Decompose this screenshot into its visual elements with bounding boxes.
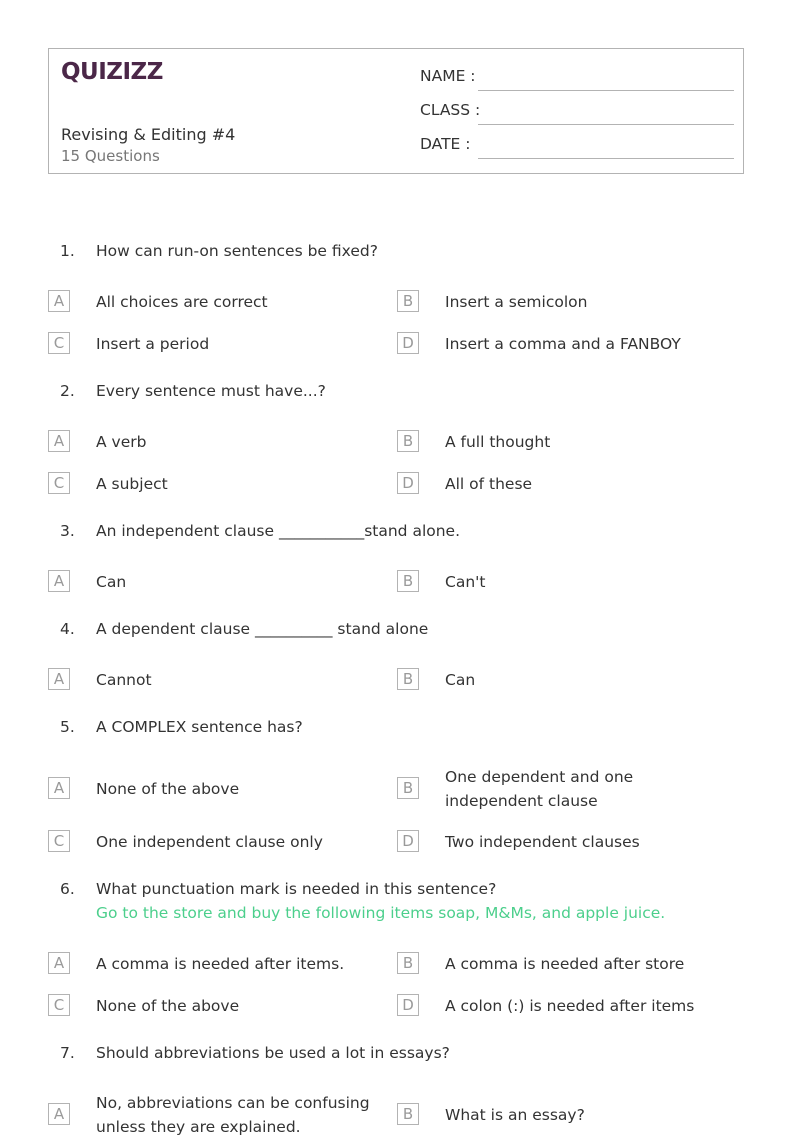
option-text: None of the above: [96, 997, 240, 1015]
option-letter: B: [397, 290, 419, 312]
date-field[interactable]: [420, 135, 734, 159]
name-line: [478, 89, 734, 91]
option-letter: C: [48, 332, 70, 354]
option-text: One dependent and one independent clause: [445, 768, 634, 810]
question-text: What punctuation mark is needed in this sentence?: [96, 880, 497, 898]
question-text: Should abbreviations be used a lot in essays?: [96, 1044, 450, 1062]
option-letter: A: [48, 668, 70, 690]
option-letter: D: [397, 472, 419, 494]
option-letter: B: [397, 668, 419, 690]
option-text: What is an essay?: [445, 1106, 585, 1124]
option-letter: D: [397, 994, 419, 1016]
question-number: 6.: [60, 880, 75, 898]
class-line: [478, 123, 734, 125]
question-sentence: Go to the store and buy the following items soap, M&Ms, and apple juice.: [96, 904, 666, 922]
option-text: A comma is needed after items.: [96, 955, 345, 973]
question-text: Every sentence must have...?: [96, 382, 326, 400]
option-text: A comma is needed after store: [445, 955, 685, 973]
option-letter: B: [397, 952, 419, 974]
option-letter: A: [48, 777, 70, 799]
option-text: Can: [445, 671, 476, 689]
option-text: Insert a period: [96, 335, 210, 353]
option-letter: A: [48, 570, 70, 592]
option-text: A verb: [96, 433, 147, 451]
option-letter: A: [48, 290, 70, 312]
option-text: Can't: [445, 573, 486, 591]
option-text: All choices are correct: [96, 293, 268, 311]
option-letter: B: [397, 777, 419, 799]
option-letter: C: [48, 472, 70, 494]
option-letter: D: [397, 830, 419, 852]
option-letter: B: [397, 1103, 419, 1125]
option-letter: A: [48, 1103, 70, 1125]
option-text: A subject: [96, 475, 168, 493]
question-number: 5.: [60, 718, 75, 736]
question-number: 3.: [60, 522, 75, 540]
option-letter: B: [397, 570, 419, 592]
question-text: How can run-on sentences be fixed?: [96, 242, 378, 260]
option-text: No, abbreviations can be confusing unless they are explained.: [96, 1094, 370, 1136]
question-text: An independent clause ___________stand alone.: [96, 522, 461, 540]
option-text: Two independent clauses: [445, 833, 640, 851]
option-text: A colon (:) is needed after items: [445, 997, 695, 1015]
option-letter: A: [48, 952, 70, 974]
class-label: CLASS :: [420, 101, 481, 119]
date-line: [478, 157, 734, 159]
option-text: Cannot: [96, 671, 152, 689]
question-number: 2.: [60, 382, 75, 400]
name-label: NAME :: [420, 67, 476, 85]
name-field[interactable]: [420, 67, 734, 91]
option-letter: C: [48, 830, 70, 852]
option-text: One independent clause only: [96, 833, 323, 851]
question-text: A COMPLEX sentence has?: [96, 718, 303, 736]
class-field[interactable]: [420, 101, 734, 125]
worksheet-title: Revising & Editing #4: [61, 125, 236, 144]
worksheet-header: [48, 48, 744, 174]
option-text: A full thought: [445, 433, 551, 451]
option-letter: A: [48, 430, 70, 452]
date-label: DATE :: [420, 135, 471, 153]
question-number: 1.: [60, 242, 75, 260]
option-letter: C: [48, 994, 70, 1016]
question-number: 7.: [60, 1044, 75, 1062]
option-text: All of these: [445, 475, 533, 493]
option-text: Insert a comma and a FANBOY: [445, 335, 681, 353]
question-number: 4.: [60, 620, 75, 638]
option-letter: B: [397, 430, 419, 452]
question-text: A dependent clause __________ stand alone: [96, 620, 429, 638]
option-text: Can: [96, 573, 127, 591]
option-letter: D: [397, 332, 419, 354]
option-text: Insert a semicolon: [445, 293, 588, 311]
question-count: 15 Questions: [61, 147, 160, 165]
option-text: None of the above: [96, 780, 240, 798]
quizizz-logo: QUIZIZZ: [61, 59, 163, 85]
